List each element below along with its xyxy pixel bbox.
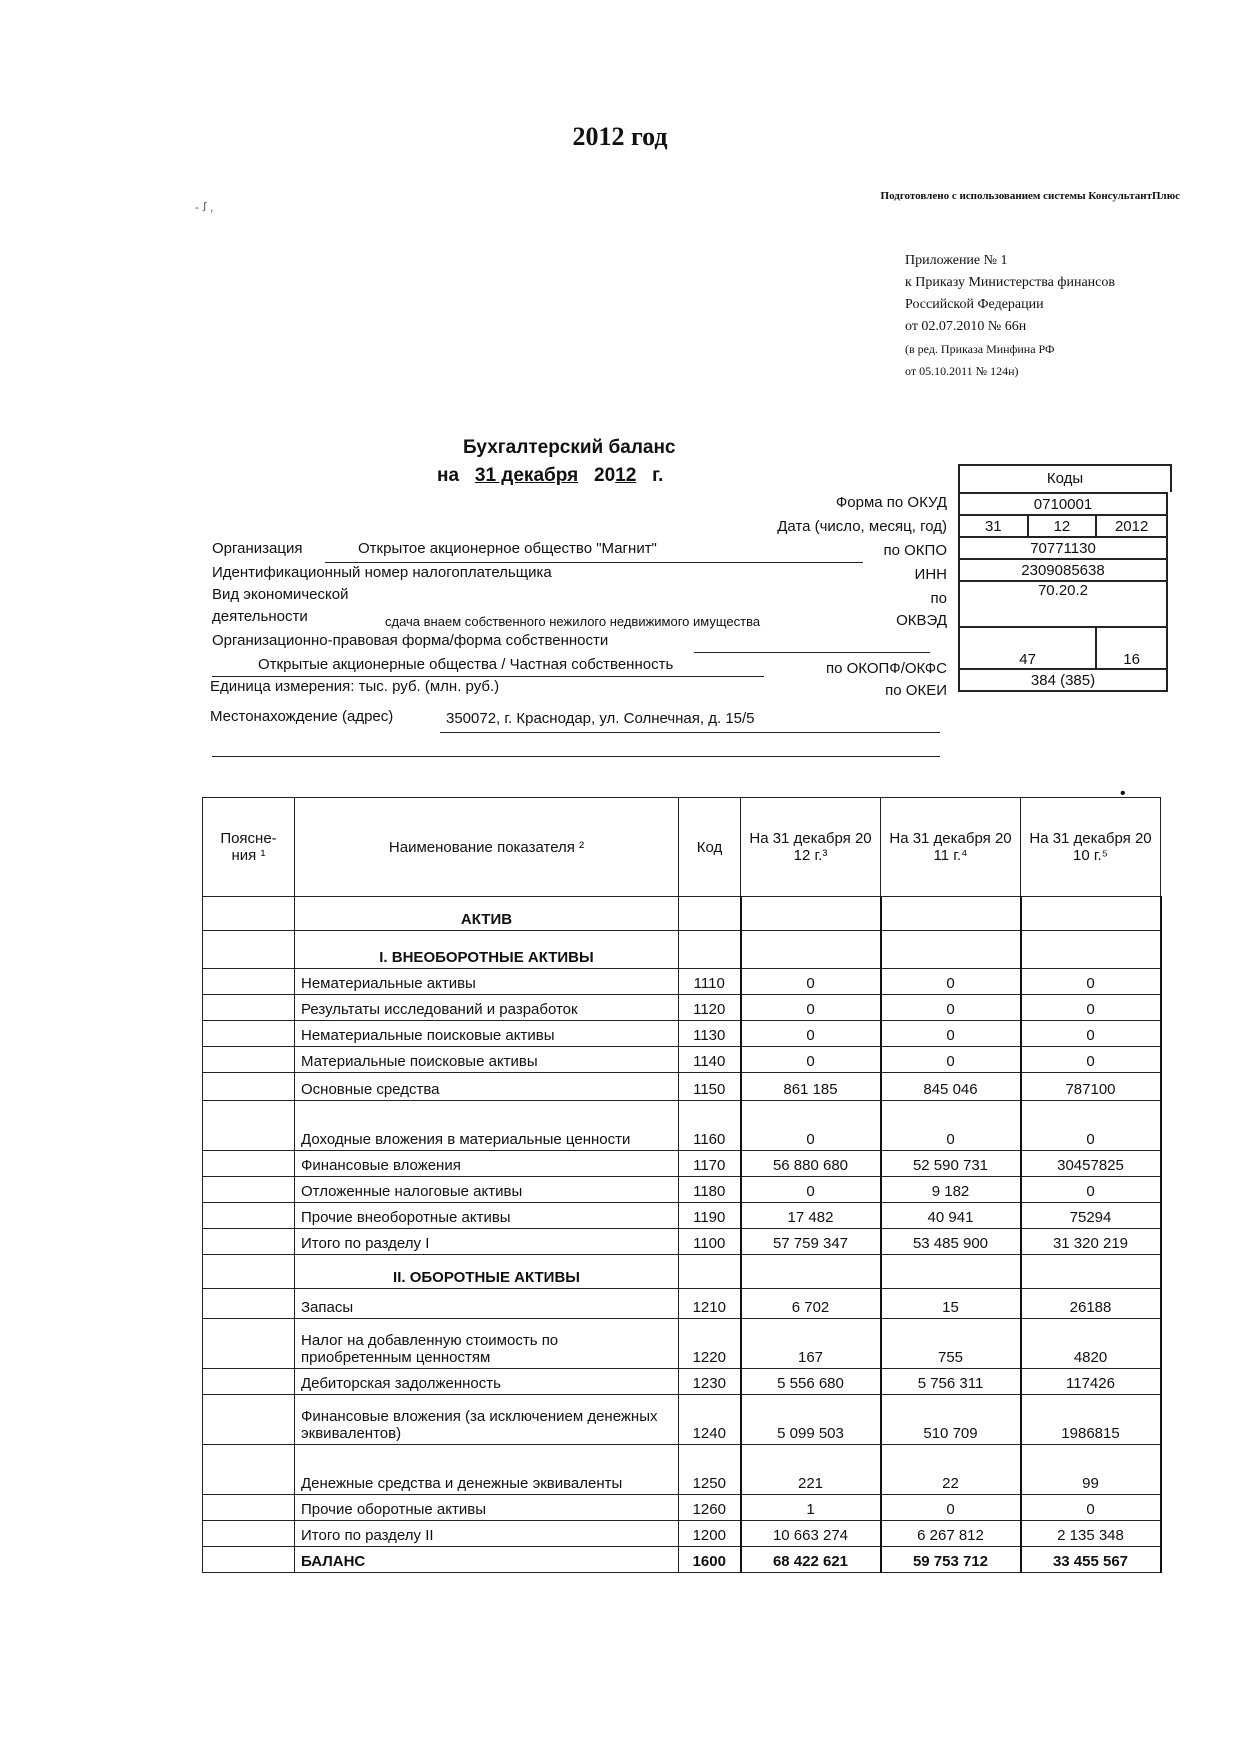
row-code-cell: 1250: [679, 1445, 741, 1495]
okud-label: Форма по ОКУД: [835, 494, 947, 511]
table-row: [203, 1047, 1161, 1073]
row-2012-cell: [741, 931, 881, 969]
table-row: [203, 1021, 1161, 1047]
row-name-cell: Результаты исследований и разработок: [295, 995, 679, 1021]
row-notes-cell: [203, 1289, 295, 1319]
row-2012-cell: 57 759 347: [741, 1229, 881, 1255]
codes-table: [958, 492, 1168, 692]
annex-line: (в ред. Приказа Минфина РФ: [905, 342, 1055, 356]
row-name-cell: Основные средства: [295, 1073, 679, 1101]
row-2010-cell: 0: [1021, 969, 1161, 995]
row-notes-cell: [203, 995, 295, 1021]
row-name-cell: Материальные поисковые активы: [295, 1047, 679, 1073]
activity-value: сдача внаем собственного нежилого недвижимого имущества: [385, 614, 761, 629]
row-notes-cell: [203, 931, 295, 969]
row-code-cell: [679, 897, 741, 931]
row-name-cell: Прочие оборотные активы: [295, 1495, 679, 1521]
table-row: [203, 969, 1161, 995]
codes-header: Коды: [958, 464, 1172, 492]
inn-code: 2309085638: [959, 559, 1167, 581]
row-code-cell: 1230: [679, 1369, 741, 1395]
stray-dot: •: [1120, 785, 1126, 802]
row-2010-cell: 26188: [1021, 1289, 1161, 1319]
row-2010-cell: 33 455 567: [1021, 1547, 1161, 1573]
row-code-cell: 1130: [679, 1021, 741, 1047]
row-name-cell: АКТИВ: [295, 897, 679, 931]
row-code-cell: 1210: [679, 1289, 741, 1319]
row-code-cell: 1170: [679, 1151, 741, 1177]
row-2010-cell: 0: [1021, 1021, 1161, 1047]
row-2010-cell: [1021, 1255, 1161, 1289]
annex-line: от 05.10.2011 № 124н): [905, 364, 1019, 378]
inn-short-label: ИНН: [914, 566, 947, 583]
row-2011-cell: 755: [881, 1319, 1021, 1369]
row-2010-cell: [1021, 931, 1161, 969]
annex-line: Российской Федерации: [905, 297, 1044, 312]
row-2011-cell: 40 941: [881, 1203, 1021, 1229]
row-2011-cell: 0: [881, 1101, 1021, 1151]
row-code-cell: 1120: [679, 995, 741, 1021]
okopf-label: по ОКОПФ/ОКФС: [825, 660, 947, 677]
row-2012-cell: 6 702: [741, 1289, 881, 1319]
row-2011-cell: 0: [881, 995, 1021, 1021]
row-name-cell: Запасы: [295, 1289, 679, 1319]
row-2011-cell: [881, 1255, 1021, 1289]
row-2012-cell: 861 185: [741, 1073, 881, 1101]
legal-form-line-1: [694, 652, 930, 653]
row-2012-cell: [741, 897, 881, 931]
row-2010-cell: 99: [1021, 1445, 1161, 1495]
col-2011-header: На 31 декабря 20 11 г.⁴: [881, 798, 1021, 897]
table-row: [203, 931, 1161, 969]
location-label: Местонахождение (адрес): [210, 708, 394, 725]
table-row: [203, 1445, 1161, 1495]
row-2010-cell: 31 320 219: [1021, 1229, 1161, 1255]
table-row: [203, 1495, 1161, 1521]
row-2011-cell: 845 046: [881, 1073, 1021, 1101]
balance-title: Бухгалтерский баланс: [463, 437, 676, 458]
row-2010-cell: 30457825: [1021, 1151, 1161, 1177]
row-notes-cell: [203, 1177, 295, 1203]
date-century: 20: [594, 465, 616, 486]
okved-label: ОКВЭД: [896, 612, 947, 629]
date-day-month: 31 декабря: [474, 465, 579, 486]
inn-label: Идентификационный номер налогоплательщика: [212, 564, 552, 581]
okei-code: 384 (385): [959, 669, 1167, 691]
row-2012-cell: 0: [741, 1021, 881, 1047]
row-notes-cell: [203, 1203, 295, 1229]
row-2010-cell: 787100: [1021, 1073, 1161, 1101]
row-code-cell: 1180: [679, 1177, 741, 1203]
row-2010-cell: 0: [1021, 1177, 1161, 1203]
row-2011-cell: 6 267 812: [881, 1521, 1021, 1547]
row-2012-cell: 56 880 680: [741, 1151, 881, 1177]
row-name-cell: Итого по разделу II: [295, 1521, 679, 1547]
okpo-code: 70771130: [959, 537, 1167, 559]
organization-label: Организация: [212, 540, 303, 557]
row-2012-cell: 0: [741, 969, 881, 995]
col-name-header: Наименование показателя ²: [295, 798, 679, 897]
table-row: [203, 1203, 1161, 1229]
table-row: [203, 1319, 1161, 1369]
table-row: [203, 1369, 1161, 1395]
table-row: [203, 1289, 1161, 1319]
row-name-cell: Итого по разделу I: [295, 1229, 679, 1255]
legal-form-line-2: [212, 676, 764, 677]
row-code-cell: 1150: [679, 1073, 741, 1101]
row-name-cell: Дебиторская задолженность: [295, 1369, 679, 1395]
row-2012-cell: 5 099 503: [741, 1395, 881, 1445]
row-name-cell: II. ОБОРОТНЫЕ АКТИВЫ: [295, 1255, 679, 1289]
date-label: Дата (число, месяц, год): [777, 518, 947, 535]
row-2012-cell: 0: [741, 995, 881, 1021]
date-day-code: 31: [959, 515, 1028, 537]
activity-label-2: деятельности: [212, 608, 308, 625]
row-2012-cell: 1: [741, 1495, 881, 1521]
row-notes-cell: [203, 1255, 295, 1289]
row-code-cell: 1260: [679, 1495, 741, 1521]
okopf-code: 47: [959, 627, 1096, 669]
row-name-cell: Налог на добавленную стоимость по приобретенным ценностям: [295, 1319, 679, 1369]
table-row: [203, 1229, 1161, 1255]
table-row: [203, 1395, 1161, 1445]
row-2010-cell: 0: [1021, 1495, 1161, 1521]
row-2010-cell: 0: [1021, 1101, 1161, 1151]
row-name-cell: Финансовые вложения (за исключением денежных эквивалентов): [295, 1395, 679, 1445]
row-2011-cell: 0: [881, 1495, 1021, 1521]
row-code-cell: 1200: [679, 1521, 741, 1547]
row-code-cell: [679, 931, 741, 969]
date-prefix: на: [437, 465, 460, 486]
row-2010-cell: 1986815: [1021, 1395, 1161, 1445]
address-line-2: [212, 756, 940, 757]
balance-table: [202, 797, 1162, 1573]
row-notes-cell: [203, 1021, 295, 1047]
row-2011-cell: [881, 931, 1021, 969]
row-notes-cell: [203, 1229, 295, 1255]
row-2010-cell: 4820: [1021, 1319, 1161, 1369]
table-row: [203, 1101, 1161, 1151]
balance-date: [437, 465, 663, 487]
row-2010-cell: [1021, 897, 1161, 931]
date-year-code: 2012: [1096, 515, 1167, 537]
row-notes-cell: [203, 1445, 295, 1495]
annex-line: Приложение № 1: [905, 253, 1008, 268]
row-2012-cell: 0: [741, 1047, 881, 1073]
organization-line: [325, 562, 863, 563]
table-header-row: [203, 798, 1161, 897]
row-code-cell: 1140: [679, 1047, 741, 1073]
row-code-cell: 1240: [679, 1395, 741, 1445]
row-name-cell: Отложенные налоговые активы: [295, 1177, 679, 1203]
row-2012-cell: 10 663 274: [741, 1521, 881, 1547]
row-2012-cell: [741, 1255, 881, 1289]
row-name-cell: Прочие внеоборотные активы: [295, 1203, 679, 1229]
row-notes-cell: [203, 969, 295, 995]
row-code-cell: 1220: [679, 1319, 741, 1369]
row-code-cell: 1160: [679, 1101, 741, 1151]
row-2010-cell: 0: [1021, 1047, 1161, 1073]
table-row: [203, 1177, 1161, 1203]
row-code-cell: 1100: [679, 1229, 741, 1255]
activity-label-1: Вид экономической: [212, 586, 349, 603]
okfs-code: 16: [1096, 627, 1167, 669]
date-month-code: 12: [1028, 515, 1097, 537]
row-notes-cell: [203, 1047, 295, 1073]
row-2012-cell: 0: [741, 1177, 881, 1203]
row-2011-cell: [881, 897, 1021, 931]
row-name-cell: I. ВНЕОБОРОТНЫЕ АКТИВЫ: [295, 931, 679, 969]
annex-line: от 02.07.2010 № 66н: [905, 319, 1027, 334]
col-2010-header: На 31 декабря 20 10 г.⁵: [1021, 798, 1161, 897]
table-row: [203, 1255, 1161, 1289]
unit-label: Единица измерения: тыс. руб. (млн. руб.): [210, 678, 500, 695]
table-row: [203, 1547, 1161, 1573]
okei-label: по ОКЕИ: [885, 682, 947, 699]
col-code-header: Код: [679, 798, 741, 897]
okved-code: 70.20.2: [959, 581, 1167, 627]
address-line: [440, 732, 940, 733]
row-2011-cell: 5 756 311: [881, 1369, 1021, 1395]
row-2011-cell: 0: [881, 969, 1021, 995]
row-2012-cell: 0: [741, 1101, 881, 1151]
table-row: [203, 897, 1161, 931]
prepared-note: Подготовлено с использованием системы КонсультантПлюс: [880, 190, 1180, 202]
row-2011-cell: 9 182: [881, 1177, 1021, 1203]
row-notes-cell: [203, 1319, 295, 1369]
table-row: [203, 1521, 1161, 1547]
row-2012-cell: 167: [741, 1319, 881, 1369]
row-code-cell: [679, 1255, 741, 1289]
table-row: [203, 1073, 1161, 1101]
row-2010-cell: 2 135 348: [1021, 1521, 1161, 1547]
table-row: [203, 1151, 1161, 1177]
annex-line: к Приказу Министерства финансов: [905, 275, 1115, 290]
row-notes-cell: [203, 1369, 295, 1395]
row-name-cell: Денежные средства и денежные эквиваленты: [295, 1445, 679, 1495]
row-notes-cell: [203, 1521, 295, 1547]
row-code-cell: 1600: [679, 1547, 741, 1573]
row-2012-cell: 68 422 621: [741, 1547, 881, 1573]
date-suffix: г.: [652, 465, 664, 486]
row-name-cell: БАЛАНС: [295, 1547, 679, 1573]
row-2011-cell: 53 485 900: [881, 1229, 1021, 1255]
row-code-cell: 1110: [679, 969, 741, 995]
row-2010-cell: 75294: [1021, 1203, 1161, 1229]
row-2011-cell: 15: [881, 1289, 1021, 1319]
row-2010-cell: 0: [1021, 995, 1161, 1021]
row-2012-cell: 17 482: [741, 1203, 881, 1229]
legal-form-label: Организационно-правовая форма/форма собственности: [212, 632, 609, 649]
row-notes-cell: [203, 897, 295, 931]
row-notes-cell: [203, 1151, 295, 1177]
row-2011-cell: 510 709: [881, 1395, 1021, 1445]
po-label: по: [930, 590, 947, 607]
row-name-cell: Доходные вложения в материальные ценности: [295, 1101, 679, 1151]
organization-value: Открытое акционерное общество "Магнит": [358, 540, 657, 557]
table-row: [203, 995, 1161, 1021]
row-2011-cell: 0: [881, 1021, 1021, 1047]
annex-block: [905, 250, 1115, 382]
row-2011-cell: 22: [881, 1445, 1021, 1495]
row-2011-cell: 52 590 731: [881, 1151, 1021, 1177]
row-2012-cell: 221: [741, 1445, 881, 1495]
row-code-cell: 1190: [679, 1203, 741, 1229]
col-notes-header: Поясне-ния ¹: [203, 798, 295, 897]
row-2010-cell: 117426: [1021, 1369, 1161, 1395]
date-year: 12: [615, 465, 637, 486]
legal-form-value: Открытые акционерные общества / Частная собственность: [258, 656, 674, 673]
row-name-cell: Финансовые вложения: [295, 1151, 679, 1177]
row-2011-cell: 0: [881, 1047, 1021, 1073]
scribble-mark: - ꭍ ,: [195, 200, 214, 214]
address-value: 350072, г. Краснодар, ул. Солнечная, д. 15/5: [446, 710, 755, 727]
okpo-label: по ОКПО: [883, 542, 947, 559]
row-2012-cell: 5 556 680: [741, 1369, 881, 1395]
row-notes-cell: [203, 1547, 295, 1573]
okud-code: 0710001: [959, 493, 1167, 515]
row-notes-cell: [203, 1395, 295, 1445]
row-notes-cell: [203, 1073, 295, 1101]
row-name-cell: Нематериальные активы: [295, 969, 679, 995]
row-notes-cell: [203, 1495, 295, 1521]
row-name-cell: Нематериальные поисковые активы: [295, 1021, 679, 1047]
col-2012-header: На 31 декабря 20 12 г.³: [741, 798, 881, 897]
row-2011-cell: 59 753 712: [881, 1547, 1021, 1573]
row-notes-cell: [203, 1101, 295, 1151]
page-title: 2012 год: [572, 122, 668, 151]
